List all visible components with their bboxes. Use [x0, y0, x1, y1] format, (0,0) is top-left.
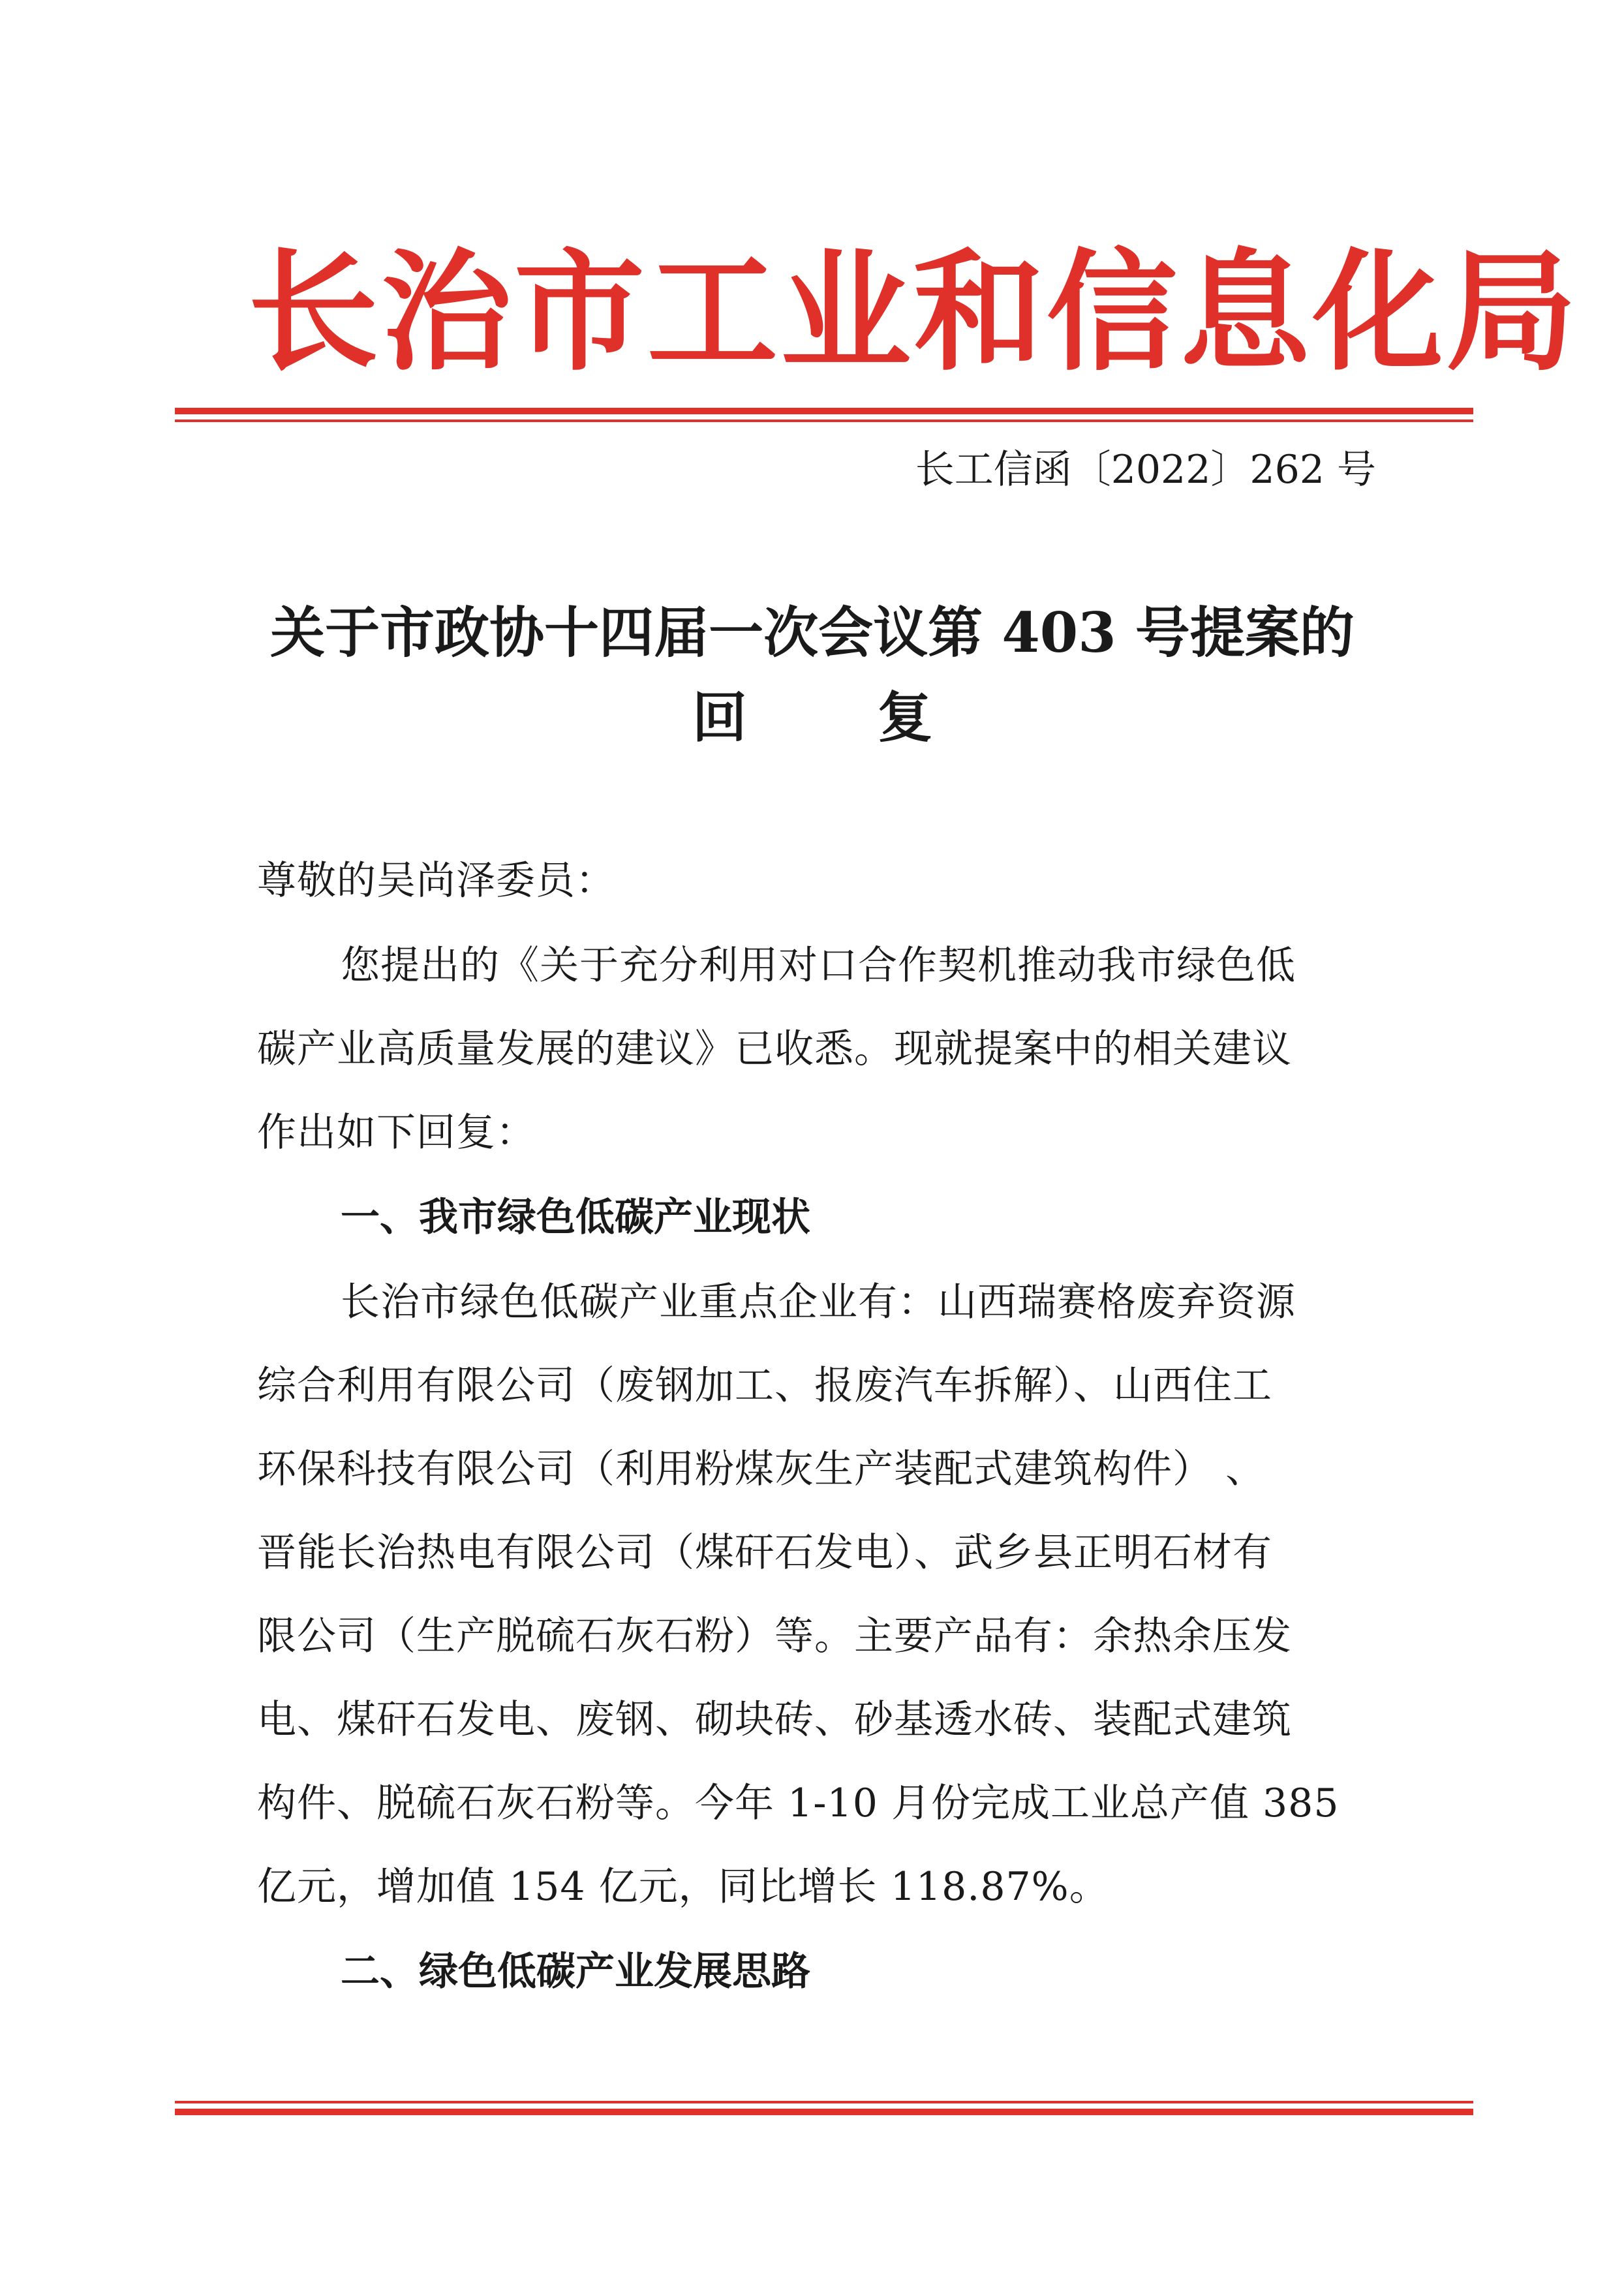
agency-masthead: 长治市工业和信息化局 — [248, 237, 1580, 389]
section2-heading: 二、绿色低碳产业发展思路 — [341, 1949, 810, 1994]
section1-line: 限公司（生产脱硫石灰石粉）等。主要产品有：余热余压发 — [257, 1613, 1292, 1659]
section1-line: 晋能长治热电有限公司（煤矸石发电）、武乡县正明石材有 — [257, 1530, 1272, 1576]
intro-line: 碳产业高质量发展的建议》已收悉。现就提案中的相关建议 — [257, 1026, 1292, 1072]
section1-line: 电、煤矸石发电、废钢、砌块砖、砂基透水砖、装配式建筑 — [257, 1697, 1292, 1743]
salutation: 尊敬的吴尚泽委员： — [257, 858, 615, 904]
footer-red-rule-thick — [175, 2109, 1473, 2115]
section1-line: 环保科技有限公司（利用粉煤灰生产装配式建筑构件） 、 — [257, 1446, 1266, 1492]
title-char-hui: 回 — [692, 685, 747, 750]
header-red-rule-thin — [175, 420, 1473, 422]
section1-line: 综合利用有限公司（废钢加工、报废汽车拆解）、山西住工 — [257, 1363, 1272, 1409]
section1-line: 亿元，增加值 154 亿元，同比增长 118.87%。 — [257, 1864, 1109, 1910]
section1-heading: 一、我市绿色低碳产业现状 — [341, 1195, 810, 1240]
header-red-rule-thick — [175, 408, 1473, 414]
document-title-line1: 关于市政协十四届一次会议第 403 号提案的 — [270, 600, 1355, 665]
title-char-fu: 复 — [878, 685, 933, 750]
intro-line: 作出如下回复： — [257, 1110, 536, 1155]
footer-red-rule-thin — [175, 2101, 1473, 2103]
section1-line: 构件、脱硫石灰石粉等。今年 1-10 月份完成工业总产值 385 — [257, 1780, 1340, 1826]
document-number: 长工信函〔2022〕262 号 — [915, 447, 1376, 493]
section1-line: 长治市绿色低碳产业重点企业有：山西瑞赛格废弃资源 — [341, 1279, 1296, 1325]
document-title-line2 — [196, 682, 1429, 754]
intro-line: 您提出的《关于充分利用对口合作契机推动我市绿色低 — [341, 943, 1296, 988]
